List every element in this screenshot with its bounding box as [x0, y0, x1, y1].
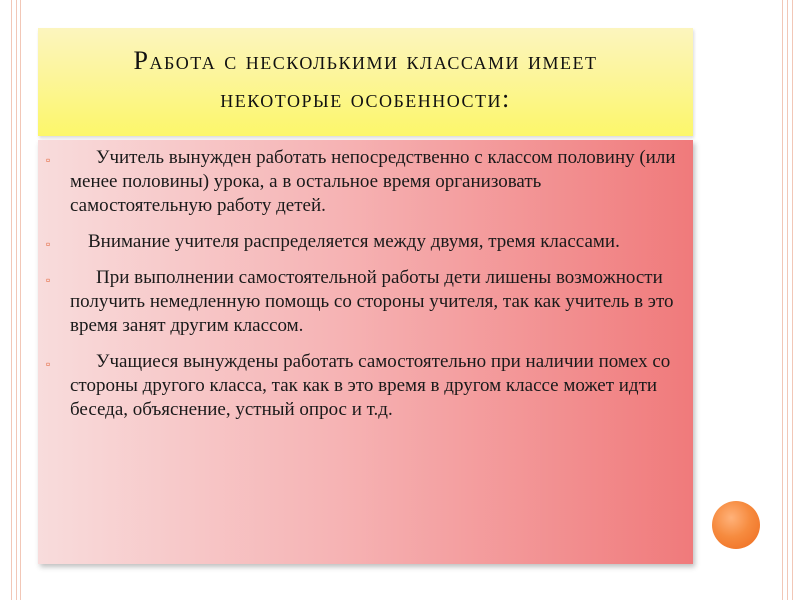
bullet-item — [38, 146, 693, 218]
square-bullet-icon: ▫ — [46, 153, 51, 167]
left-decor-line — [11, 0, 12, 600]
bullet-item — [38, 350, 693, 422]
right-decor-line — [782, 0, 783, 600]
right-decor-line — [792, 0, 793, 600]
right-decor-line — [787, 0, 788, 600]
bullet-item — [38, 266, 693, 338]
left-decor-line — [16, 0, 17, 600]
slide-title-line-2: некоторые особенности: — [220, 84, 511, 113]
orange-circle-icon — [712, 501, 760, 549]
bullet-text: Учитель вынужден работать непосредственно с классом половину (или менее половины) урока, а в остальное время организовать самостоятельную работу детей. — [70, 147, 676, 216]
bullet-list — [38, 146, 693, 434]
slide-title — [38, 42, 693, 118]
bullet-text: Учащиеся вынуждены работать самостоятельно при наличии помех со стороны другого класса, так как в это время в другом классе может идти беседа, объяснение, устный опрос и т.д. — [70, 351, 671, 420]
content-box — [38, 140, 693, 564]
slide-title-line-1: Работа с несколькими классами имеет — [133, 46, 598, 75]
left-decor-line — [20, 0, 21, 600]
square-bullet-icon: ▫ — [46, 273, 51, 287]
title-box — [38, 28, 693, 136]
square-bullet-icon: ▫ — [46, 237, 51, 251]
square-bullet-icon: ▫ — [46, 357, 51, 371]
bullet-text: При выполнении самостоятельной работы дети лишены возможности получить немедленную помощь со стороны учителя, так как учитель в это время занят другим классом. — [70, 267, 674, 336]
bullet-text: Внимание учителя распределяется между двумя, тремя классами. — [88, 231, 620, 252]
bullet-item — [38, 230, 693, 254]
